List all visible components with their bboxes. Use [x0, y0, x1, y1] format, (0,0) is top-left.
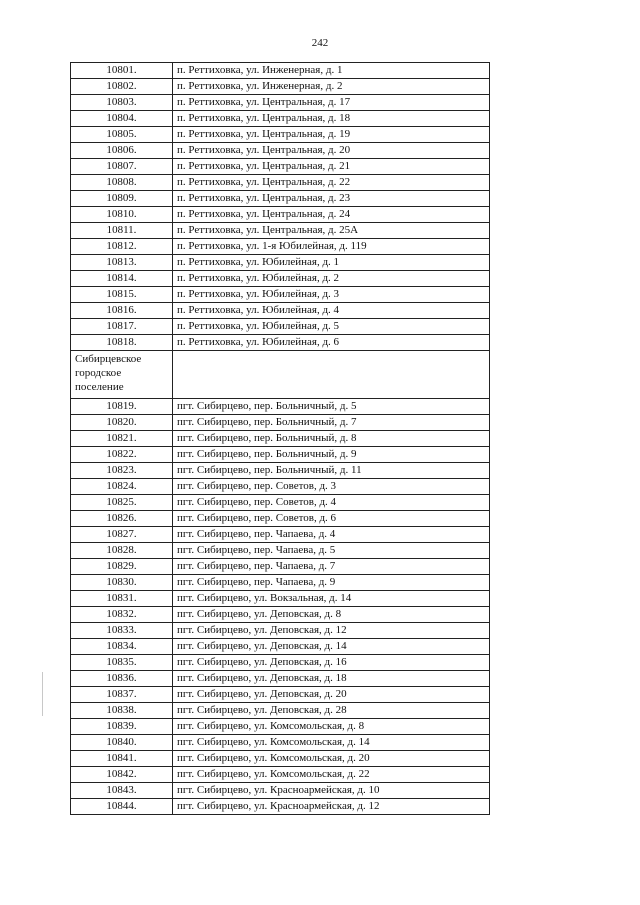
row-number: 10826. [71, 511, 173, 527]
table-row [71, 127, 490, 143]
row-address: пгт. Сибирцево, ул. Деповская, д. 14 [173, 639, 490, 655]
table-row [71, 335, 490, 351]
row-address: пгт. Сибирцево, ул. Красноармейская, д. 10 [173, 783, 490, 799]
row-number: 10843. [71, 783, 173, 799]
row-number: 10824. [71, 479, 173, 495]
row-address: пгт. Сибирцево, ул. Вокзальная, д. 14 [173, 591, 490, 607]
table-row [71, 79, 490, 95]
row-number: 10820. [71, 415, 173, 431]
row-number: 10822. [71, 447, 173, 463]
row-number: 10835. [71, 655, 173, 671]
table-row [71, 607, 490, 623]
row-number: 10830. [71, 575, 173, 591]
row-address: пгт. Сибирцево, пер. Советов, д. 4 [173, 495, 490, 511]
row-address: п. Реттиховка, ул. Центральная, д. 20 [173, 143, 490, 159]
row-address: пгт. Сибирцево, пер. Больничный, д. 7 [173, 415, 490, 431]
table-row [71, 591, 490, 607]
row-address: пгт. Сибирцево, ул. Красноармейская, д. 12 [173, 799, 490, 815]
row-address: пгт. Сибирцево, пер. Больничный, д. 5 [173, 399, 490, 415]
table-row [71, 271, 490, 287]
row-address: п. Реттиховка, ул. Юбилейная, д. 5 [173, 319, 490, 335]
table-row [71, 63, 490, 79]
row-address: пгт. Сибирцево, пер. Больничный, д. 11 [173, 463, 490, 479]
group-header-row [71, 351, 490, 399]
row-number: 10838. [71, 703, 173, 719]
row-number: 10839. [71, 719, 173, 735]
row-number: 10832. [71, 607, 173, 623]
row-address: п. Реттиховка, ул. Инженерная, д. 2 [173, 79, 490, 95]
row-address: пгт. Сибирцево, пер. Больничный, д. 9 [173, 447, 490, 463]
table-row [71, 543, 490, 559]
row-address: пгт. Сибирцево, ул. Деповская, д. 12 [173, 623, 490, 639]
row-number: 10844. [71, 799, 173, 815]
row-address: пгт. Сибирцево, ул. Комсомольская, д. 22 [173, 767, 490, 783]
row-address: п. Реттиховка, ул. Центральная, д. 18 [173, 111, 490, 127]
row-address: пгт. Сибирцево, ул. Комсомольская, д. 8 [173, 719, 490, 735]
row-number: 10815. [71, 287, 173, 303]
table-row [71, 159, 490, 175]
row-number: 10831. [71, 591, 173, 607]
table-row [71, 511, 490, 527]
margin-mark [42, 672, 43, 716]
table-row [71, 95, 490, 111]
row-address: п. Реттиховка, ул. Центральная, д. 24 [173, 207, 490, 223]
group-name: Сибирцевское городское поселение [71, 351, 173, 399]
table-row [71, 767, 490, 783]
table-row [71, 639, 490, 655]
row-address: пгт. Сибирцево, ул. Комсомольская, д. 14 [173, 735, 490, 751]
row-address: п. Реттиховка, ул. Центральная, д. 22 [173, 175, 490, 191]
table-row [71, 495, 490, 511]
table-row [71, 415, 490, 431]
table-row [71, 751, 490, 767]
row-number: 10827. [71, 527, 173, 543]
row-address: п. Реттиховка, ул. Юбилейная, д. 6 [173, 335, 490, 351]
address-table-body [71, 63, 490, 815]
row-number: 10812. [71, 239, 173, 255]
table-row [71, 575, 490, 591]
row-address: п. Реттиховка, ул. Юбилейная, д. 3 [173, 287, 490, 303]
row-number: 10817. [71, 319, 173, 335]
table-row [71, 143, 490, 159]
row-number: 10814. [71, 271, 173, 287]
row-number: 10837. [71, 687, 173, 703]
row-number: 10818. [71, 335, 173, 351]
table-row [71, 559, 490, 575]
row-address: пгт. Сибирцево, ул. Деповская, д. 18 [173, 671, 490, 687]
row-number: 10836. [71, 671, 173, 687]
row-number: 10816. [71, 303, 173, 319]
row-number: 10842. [71, 767, 173, 783]
table-row [71, 255, 490, 271]
table-row [71, 207, 490, 223]
row-number: 10834. [71, 639, 173, 655]
row-number: 10803. [71, 95, 173, 111]
row-number: 10823. [71, 463, 173, 479]
table-row [71, 735, 490, 751]
row-address: п. Реттиховка, ул. Юбилейная, д. 4 [173, 303, 490, 319]
row-address: пгт. Сибирцево, пер. Советов, д. 6 [173, 511, 490, 527]
row-address: п. Реттиховка, ул. Инженерная, д. 1 [173, 63, 490, 79]
table-row [71, 799, 490, 815]
table-row [71, 655, 490, 671]
row-number: 10807. [71, 159, 173, 175]
table-row [71, 303, 490, 319]
row-number: 10828. [71, 543, 173, 559]
row-number: 10810. [71, 207, 173, 223]
table-row [71, 319, 490, 335]
row-number: 10805. [71, 127, 173, 143]
table-row [71, 687, 490, 703]
row-number: 10801. [71, 63, 173, 79]
row-address: п. Реттиховка, ул. Центральная, д. 23 [173, 191, 490, 207]
row-number: 10811. [71, 223, 173, 239]
row-number: 10829. [71, 559, 173, 575]
row-address: пгт. Сибирцево, ул. Деповская, д. 16 [173, 655, 490, 671]
row-address: пгт. Сибирцево, ул. Деповская, д. 28 [173, 703, 490, 719]
row-number: 10841. [71, 751, 173, 767]
table-row [71, 239, 490, 255]
row-address: п. Реттиховка, ул. Юбилейная, д. 2 [173, 271, 490, 287]
table-row [71, 175, 490, 191]
table-row [71, 719, 490, 735]
row-number: 10804. [71, 111, 173, 127]
table-row [71, 463, 490, 479]
row-address: пгт. Сибирцево, пер. Чапаева, д. 5 [173, 543, 490, 559]
table-row [71, 223, 490, 239]
row-address: пгт. Сибирцево, пер. Чапаева, д. 4 [173, 527, 490, 543]
row-number: 10808. [71, 175, 173, 191]
row-number: 10819. [71, 399, 173, 415]
table-row [71, 111, 490, 127]
row-number: 10821. [71, 431, 173, 447]
table-row [71, 431, 490, 447]
row-number: 10825. [71, 495, 173, 511]
row-address: п. Реттиховка, ул. Юбилейная, д. 1 [173, 255, 490, 271]
row-address: п. Реттиховка, ул. Центральная, д. 17 [173, 95, 490, 111]
row-address: п. Реттиховка, ул. Центральная, д. 25А [173, 223, 490, 239]
table-row [71, 399, 490, 415]
row-number: 10802. [71, 79, 173, 95]
row-number: 10809. [71, 191, 173, 207]
row-address: пгт. Сибирцево, ул. Деповская, д. 8 [173, 607, 490, 623]
row-address: п. Реттиховка, ул. Центральная, д. 21 [173, 159, 490, 175]
row-address: пгт. Сибирцево, пер. Чапаева, д. 7 [173, 559, 490, 575]
table-row [71, 527, 490, 543]
table-row [71, 479, 490, 495]
row-address: пгт. Сибирцево, пер. Больничный, д. 8 [173, 431, 490, 447]
row-number: 10840. [71, 735, 173, 751]
row-number: 10806. [71, 143, 173, 159]
table-row [71, 447, 490, 463]
row-number: 10813. [71, 255, 173, 271]
table-row [71, 287, 490, 303]
row-address: п. Реттиховка, ул. 1-я Юбилейная, д. 119 [173, 239, 490, 255]
table-row [71, 783, 490, 799]
group-address-cell [173, 351, 490, 399]
row-number: 10833. [71, 623, 173, 639]
table-row [71, 623, 490, 639]
row-address: пгт. Сибирцево, пер. Чапаева, д. 9 [173, 575, 490, 591]
page-number: 242 [311, 37, 329, 49]
table-row [71, 191, 490, 207]
address-table [70, 62, 490, 815]
row-address: пгт. Сибирцево, пер. Советов, д. 3 [173, 479, 490, 495]
table-row [71, 671, 490, 687]
row-address: п. Реттиховка, ул. Центральная, д. 19 [173, 127, 490, 143]
row-address: пгт. Сибирцево, ул. Деповская, д. 20 [173, 687, 490, 703]
table-row [71, 703, 490, 719]
row-address: пгт. Сибирцево, ул. Комсомольская, д. 20 [173, 751, 490, 767]
